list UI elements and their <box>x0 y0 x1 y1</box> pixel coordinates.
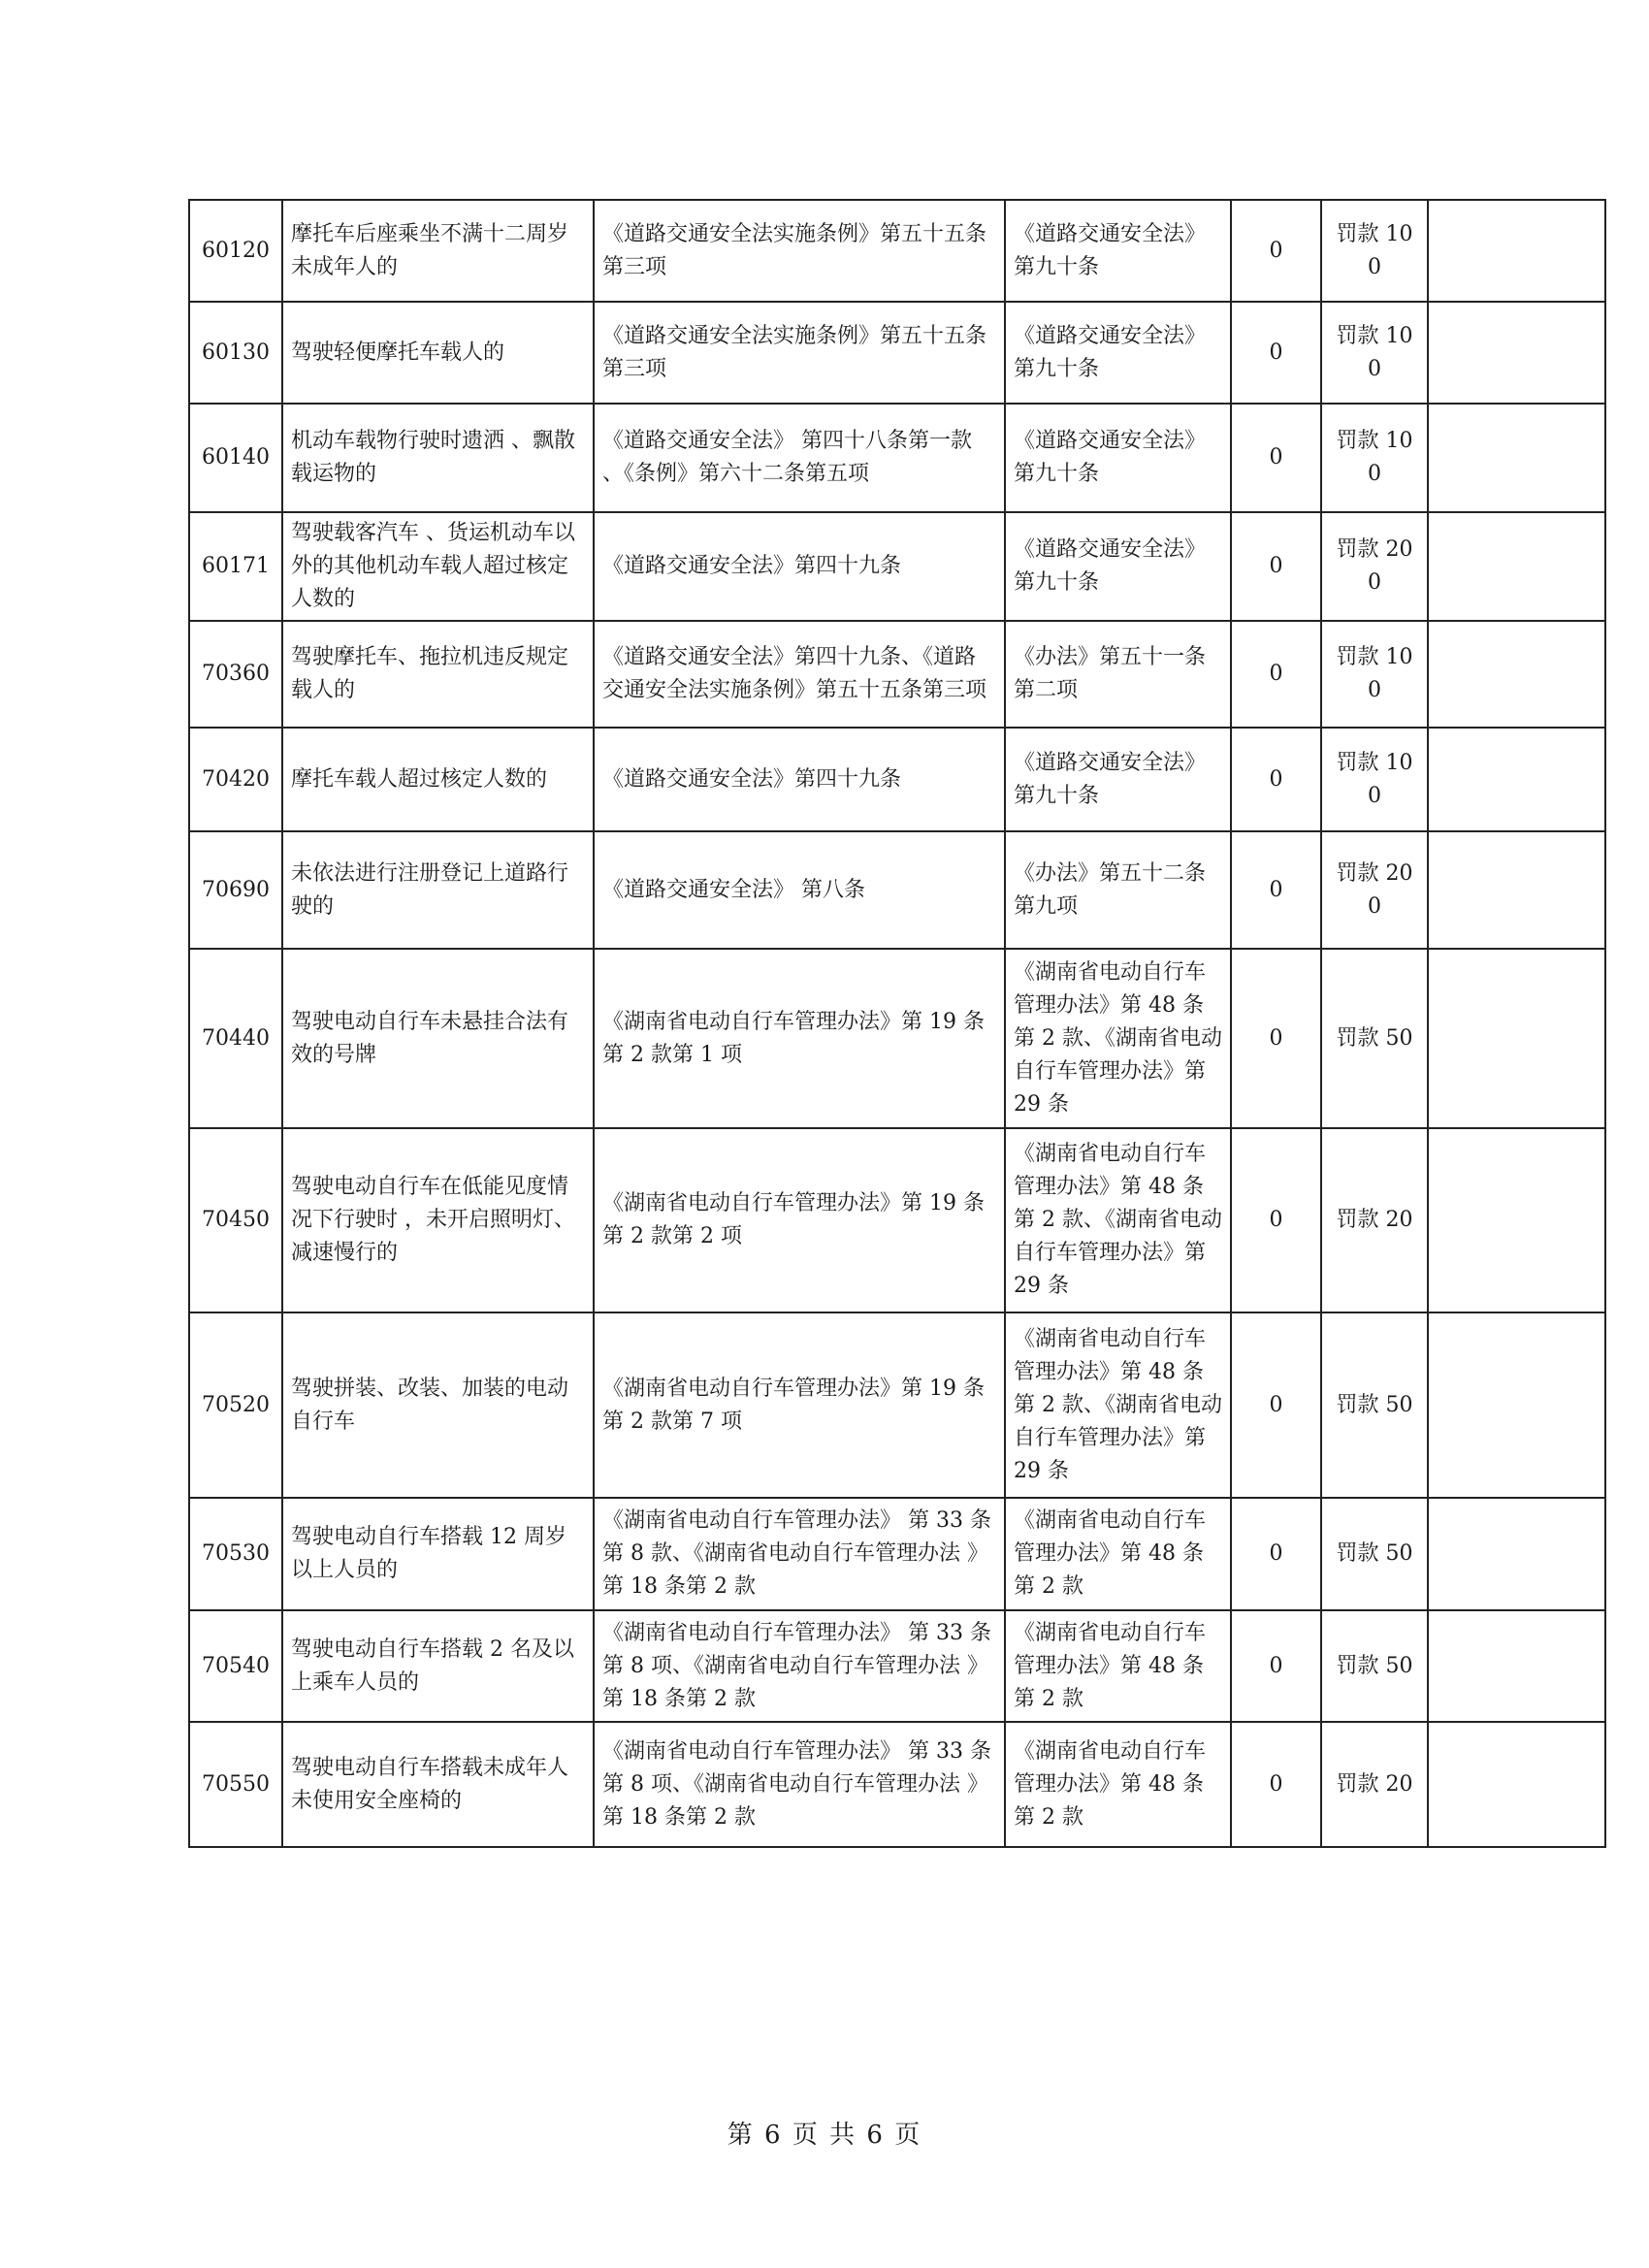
table-row <box>189 1498 1605 1610</box>
violation-description: 驾驶轻便摩托车载人的 <box>282 302 594 404</box>
penalty-points: 0 <box>1231 1312 1321 1498</box>
fine-amount: 罚款 20 <box>1321 1722 1428 1847</box>
table-row <box>189 404 1605 512</box>
violation-code: 70520 <box>189 1312 282 1498</box>
remark-cell <box>1428 621 1605 728</box>
penalty-basis: 《湖南省电动自行车管理办法》第 48 条第 2 款 <box>1005 1498 1231 1610</box>
penalty-points: 0 <box>1231 200 1321 302</box>
remark-cell <box>1428 200 1605 302</box>
violation-code: 70550 <box>189 1722 282 1847</box>
table-row <box>189 831 1605 949</box>
penalty-points: 0 <box>1231 1498 1321 1610</box>
penalty-basis: 《办法》第五十二条第九项 <box>1005 831 1231 949</box>
fine-amount: 罚款 50 <box>1321 949 1428 1128</box>
violation-basis: 《道路交通安全法实施条例》第五十五条第三项 <box>594 200 1005 302</box>
penalty-points: 0 <box>1231 404 1321 512</box>
penalty-points: 0 <box>1231 302 1321 404</box>
violation-description: 驾驶电动自行车搭载 2 名及以上乘车人员的 <box>282 1610 594 1722</box>
penalty-basis: 《道路交通安全法》第九十条 <box>1005 302 1231 404</box>
remark-cell <box>1428 1312 1605 1498</box>
penalty-basis: 《道路交通安全法》第九十条 <box>1005 728 1231 831</box>
penalty-points: 0 <box>1231 728 1321 831</box>
penalty-points: 0 <box>1231 949 1321 1128</box>
violation-basis: 《湖南省电动自行车管理办法》第 19 条第 2 款第 7 项 <box>594 1312 1005 1498</box>
remark-cell <box>1428 1722 1605 1847</box>
violation-description: 驾驶拼装、改装、加装的电动自行车 <box>282 1312 594 1498</box>
violation-basis: 《湖南省电动自行车管理办法》 第 33 条第 8 项、《湖南省电动自行车管理办法 》第 18 条第 2 款 <box>594 1722 1005 1847</box>
remark-cell <box>1428 404 1605 512</box>
penalty-points: 0 <box>1231 512 1321 621</box>
violation-basis: 《湖南省电动自行车管理办法》 第 33 条第 8 款、《湖南省电动自行车管理办法 》第 18 条第 2 款 <box>594 1498 1005 1610</box>
violation-code: 70530 <box>189 1498 282 1610</box>
table-row <box>189 621 1605 728</box>
violation-description: 机动车载物行驶时遗洒 、飘散载运物的 <box>282 404 594 512</box>
violation-basis: 《湖南省电动自行车管理办法》第 19 条第 2 款第 2 项 <box>594 1128 1005 1312</box>
penalty-points: 0 <box>1231 1610 1321 1722</box>
violation-basis: 《道路交通安全法》 第四十八条第一款 、《条例》第六十二条第五项 <box>594 404 1005 512</box>
table-row <box>189 1312 1605 1498</box>
table-row <box>189 1128 1605 1312</box>
fine-amount: 罚款 50 <box>1321 1312 1428 1498</box>
violation-code: 70540 <box>189 1610 282 1722</box>
remark-cell <box>1428 831 1605 949</box>
violation-description: 驾驶摩托车、拖拉机违反规定载人的 <box>282 621 594 728</box>
table-row <box>189 728 1605 831</box>
remark-cell <box>1428 728 1605 831</box>
remark-cell <box>1428 1610 1605 1722</box>
violation-description: 驾驶电动自行车搭载未成年人未使用安全座椅的 <box>282 1722 594 1847</box>
violation-basis: 《道路交通安全法实施条例》第五十五条第三项 <box>594 302 1005 404</box>
violation-table <box>188 199 1606 1848</box>
fine-amount: 罚款 100 <box>1321 621 1428 728</box>
violation-code: 60140 <box>189 404 282 512</box>
violation-basis: 《道路交通安全法》第四十九条 <box>594 512 1005 621</box>
remark-cell <box>1428 512 1605 621</box>
penalty-basis: 《道路交通安全法》第九十条 <box>1005 512 1231 621</box>
table-row <box>189 949 1605 1128</box>
penalty-basis: 《办法》第五十一条第二项 <box>1005 621 1231 728</box>
penalty-basis: 《道路交通安全法》第九十条 <box>1005 404 1231 512</box>
violation-basis: 《湖南省电动自行车管理办法》第 19 条第 2 款第 1 项 <box>594 949 1005 1128</box>
table-row <box>189 1610 1605 1722</box>
violation-code: 70420 <box>189 728 282 831</box>
fine-amount: 罚款 50 <box>1321 1498 1428 1610</box>
penalty-basis: 《湖南省电动自行车管理办法》第 48 条第 2 款 <box>1005 1610 1231 1722</box>
violation-code: 70690 <box>189 831 282 949</box>
table-row <box>189 200 1605 302</box>
fine-amount: 罚款 200 <box>1321 831 1428 949</box>
table-row <box>189 1722 1605 1847</box>
penalty-basis: 《湖南省电动自行车管理办法》第 48 条第 2 款 <box>1005 1722 1231 1847</box>
penalty-basis: 《湖南省电动自行车管理办法》第 48 条第 2 款、《湖南省电动自行车管理办法》第 29 条 <box>1005 949 1231 1128</box>
page-number: 第 6 页 共 6 页 <box>727 2121 922 2150</box>
violation-code: 60120 <box>189 200 282 302</box>
fine-amount: 罚款 50 <box>1321 1610 1428 1722</box>
remark-cell <box>1428 1128 1605 1312</box>
penalty-basis: 《湖南省电动自行车管理办法》第 48 条第 2 款、《湖南省电动自行车管理办法》第 29 条 <box>1005 1128 1231 1312</box>
penalty-points: 0 <box>1231 1722 1321 1847</box>
violation-basis: 《湖南省电动自行车管理办法》 第 33 条第 8 项、《湖南省电动自行车管理办法 》第 18 条第 2 款 <box>594 1610 1005 1722</box>
penalty-points: 0 <box>1231 831 1321 949</box>
penalty-points: 0 <box>1231 1128 1321 1312</box>
fine-amount: 罚款 20 <box>1321 1128 1428 1312</box>
violation-code: 70360 <box>189 621 282 728</box>
fine-amount: 罚款 100 <box>1321 302 1428 404</box>
penalty-points: 0 <box>1231 621 1321 728</box>
remark-cell <box>1428 302 1605 404</box>
violation-description: 摩托车载人超过核定人数的 <box>282 728 594 831</box>
remark-cell <box>1428 949 1605 1128</box>
violation-basis: 《道路交通安全法》 第八条 <box>594 831 1005 949</box>
penalty-basis: 《道路交通安全法》第九十条 <box>1005 200 1231 302</box>
fine-amount: 罚款 100 <box>1321 728 1428 831</box>
fine-amount: 罚款 100 <box>1321 404 1428 512</box>
violation-basis: 《道路交通安全法》第四十九条、《道路交通安全法实施条例》第五十五条第三项 <box>594 621 1005 728</box>
table-row <box>189 302 1605 404</box>
violation-description: 驾驶电动自行车搭载 12 周岁以上人员的 <box>282 1498 594 1610</box>
penalty-basis: 《湖南省电动自行车管理办法》第 48 条第 2 款、《湖南省电动自行车管理办法》第 29 条 <box>1005 1312 1231 1498</box>
fine-amount: 罚款 100 <box>1321 200 1428 302</box>
violation-code: 60171 <box>189 512 282 621</box>
violation-description: 未依法进行注册登记上道路行驶的 <box>282 831 594 949</box>
violation-description: 驾驶电动自行车在低能见度情况下行驶时 ，未开启照明灯、 减速慢行的 <box>282 1128 594 1312</box>
violation-code: 60130 <box>189 302 282 404</box>
violation-code: 70440 <box>189 949 282 1128</box>
violation-code: 70450 <box>189 1128 282 1312</box>
table-row <box>189 512 1605 621</box>
violation-basis: 《道路交通安全法》第四十九条 <box>594 728 1005 831</box>
remark-cell <box>1428 1498 1605 1610</box>
violation-description: 驾驶载客汽车 、货运机动车以外的其他机动车载人超过核定人数的 <box>282 512 594 621</box>
violation-description: 摩托车后座乘坐不满十二周岁未成年人的 <box>282 200 594 302</box>
violation-description: 驾驶电动自行车未悬挂合法有效的号牌 <box>282 949 594 1128</box>
fine-amount: 罚款 200 <box>1321 512 1428 621</box>
